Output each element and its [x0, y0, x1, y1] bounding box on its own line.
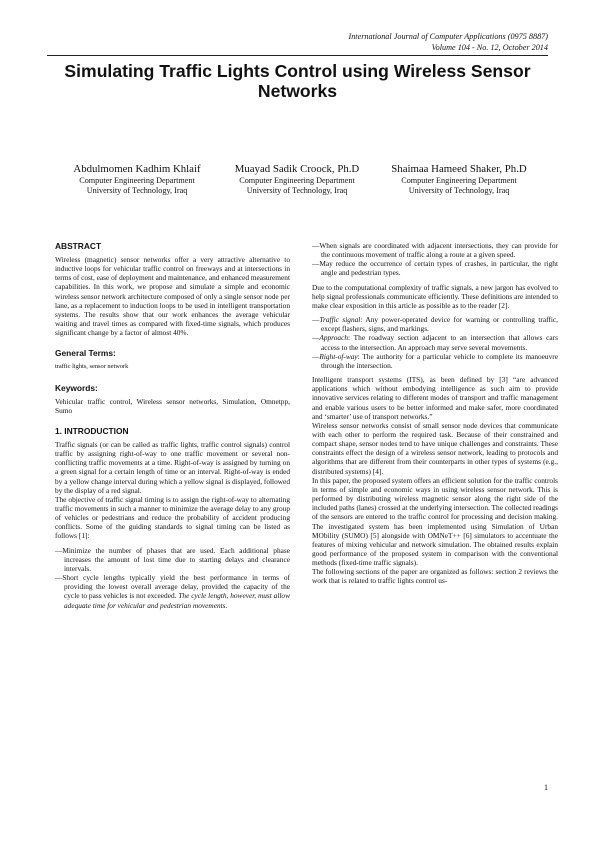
general-terms-text: traffic lights, sensor network	[55, 363, 129, 371]
definition-term: Right-of-way	[319, 351, 358, 361]
definition-term: Approach	[319, 333, 349, 343]
intro-paragraph-2: The objective of traffic signal timing is to assign the right-of-way to alternating traffic movements in such a manner to minimize the average delay to any group of vehicles or pedestrians and reduce the probability of accident producing conflicts. Some of the guiding standards to signal timing can be listed as follows [1]:	[55, 494, 290, 541]
wsn-paragraph: Wireless sensor networks consist of small sensor node devices that communicate with each other to perform the required task. Because of their constrained and compact shape, sensor nodes tend to have unique challenges and constraints. These constraints effect the design of a wireless sensor network, leading to protocols and algorithms that are different from their counterparts in other types of systems (e.g., distributed systems) [4].	[312, 420, 558, 476]
guideline-bullet-2	[55, 573, 290, 610]
guideline-bullet-3: —When signals are coordinated with adjacent intersections, they can provide for the continuous movement of traffic along a route at a given speed.	[312, 241, 558, 260]
journal-name: International Journal of Computer Applications (0975 8887)	[348, 32, 548, 41]
keywords-text: Vehicular traffic control, Wireless sensor networks, Simulation, Omnetpp, Sumo	[55, 396, 290, 415]
author-2	[207, 163, 387, 197]
author-3	[369, 163, 549, 197]
author-dept: Computer Engineering Department	[239, 176, 355, 185]
author-univ: University of Technology, Iraq	[408, 186, 510, 196]
abstract-heading: ABSTRACT	[55, 241, 102, 251]
its-paragraph: Intelligent transport systems (ITS), as been defined by [3] “are advanced applications which without embodying intelligence as such aim to provide innovative services relating to different modes of transport and traffic management and enable various users to be better informed and make safer, more coordinated and ‘smarter’ use of transport networks.”	[312, 375, 558, 421]
volume-info: Volume 104 - No. 12, October 2014	[431, 42, 548, 52]
left-column	[55, 241, 290, 610]
header-rule	[47, 55, 548, 56]
bullet-2-italic: The cycle length, however, must allow adequate time for vehicular and pedestrian movements.	[64, 591, 291, 610]
definition-approach: —Approach: The roadway section adjacent to an intersection that allows cars access to the intersection. An approach may serve several movements.	[312, 333, 558, 352]
author-name: Abdulmomen Kadhim Khlaif	[73, 163, 201, 175]
page-number: 1	[544, 783, 548, 792]
running-header	[348, 32, 548, 53]
definition-traffic-signal: —Traffic signal: Any power-operated device for warning or controlling traffic, except flashers, signs, and markings.	[312, 315, 558, 334]
paper-title: Simulating Traffic Lights Control using Wireless Sensor Networks	[64, 61, 531, 101]
abstract-text: Wireless (magnetic) sensor networks offer a very attractive alternative to inductive loops for vehicular traffic control on freeways and at intersections in terms of cost, ease of deployment and maintenance, and enhanced measurement capabilities. In this work, we propose and simulate a simple and economic wireless sensor network architecture composed of only a single sensor node per lane, as a replacement to induction loops to be used in intelligent transportation systems. The results show that our work enhances the average vehicular waiting and travel times as compared with fixed-time signals, which produces significant change by a factor of almost 40%.	[55, 255, 290, 338]
proposed-system-paragraph: In this paper, the proposed system offers an efficient solution for the traffic controls in terms of simple and economic ways in using wireless sensor network. This is performed by distributing wireless magnetic sensor along the right side of the included paths (lanes) crossed at the underlying intersection. The collected readings of the sensors are entered to the traffic control for processing and decision making. The investigated system has been implemented using Simulation of Urban MObility (SUMO) [5] alongside with OMNeT++ [6] simulators to accentuate the features of mixing vehicular and network simulation. The obtained results explain good performance of the proposed system in comparison with the conventional methods (fixed-time traffic signals).	[312, 475, 559, 568]
definition-text: : The authority for a particular vehicle to complete its manoeuvre through the intersection.	[321, 351, 558, 370]
bullet-2-text: —Short cycle lengths typically yield the best performance in terms of providing the lowest overall average delay, provided the capacity of the cycle to pass vehicles is not exceeded.	[55, 573, 290, 601]
guideline-bullet-1: —Minimize the number of phases that are used. Each additional phase increases the amount of lost time due to starting delays and clearance intervals.	[55, 545, 290, 573]
author-name: Shaimaa Hameed Shaker, Ph.D	[391, 163, 527, 175]
general-terms-heading: General Terms:	[55, 348, 116, 359]
author-name: Muayad Sadik Croock, Ph.D	[234, 163, 360, 175]
intro-paragraph-1: Traffic signals (or can be called as traffic lights, traffic control signals) control traffic by assigning right-of-way to one traffic movement or several non-conflicting traffic movements at a time. Right-of-way is assigned by turning on a green signal for a certain length of time or an interval. Right-of-way is ended by a yellow change interval during which a yellow signal is displayed, followed by the display of a red signal.	[55, 439, 290, 495]
right-column	[312, 241, 558, 586]
jargon-paragraph: Due to the computational complexity of traffic signals, a new jargon has evolved to help signal professionals communicate efficiently. These definitions are intended to make clear exposition in this article as possible as to the reader [2].	[312, 282, 558, 310]
author-univ: University of Technology, Iraq	[246, 186, 348, 196]
author-dept: Computer Engineering Department	[401, 176, 517, 185]
definition-right-of-way: —Right-of-way: The authority for a particular vehicle to complete its manoeuvre through the intersection.	[312, 351, 558, 370]
author-dept: Computer Engineering Department	[79, 176, 195, 185]
organization-paragraph: The following sections of the paper are organized as follows: section 2 reviews the work that is related to traffic lights control us-	[312, 567, 558, 586]
guideline-bullet-4: —May reduce the occurrence of certain types of crashes, in particular, the right angle and pedestrian types.	[312, 259, 558, 278]
definition-term: Traffic signal	[319, 315, 361, 325]
author-block	[47, 163, 548, 203]
author-univ: University of Technology, Iraq	[86, 186, 188, 196]
intro-heading: 1. INTRODUCTION	[55, 425, 129, 436]
keywords-heading: Keywords:	[55, 382, 98, 393]
definition-text: : The roadway section adjacent to an intersection that allows cars access to the intersection. An approach may serve several movements.	[321, 333, 558, 352]
definition-text: : Any power-operated device for warning or controlling traffic, except flashers, signs, and markings.	[321, 315, 558, 334]
author-1	[47, 163, 227, 197]
